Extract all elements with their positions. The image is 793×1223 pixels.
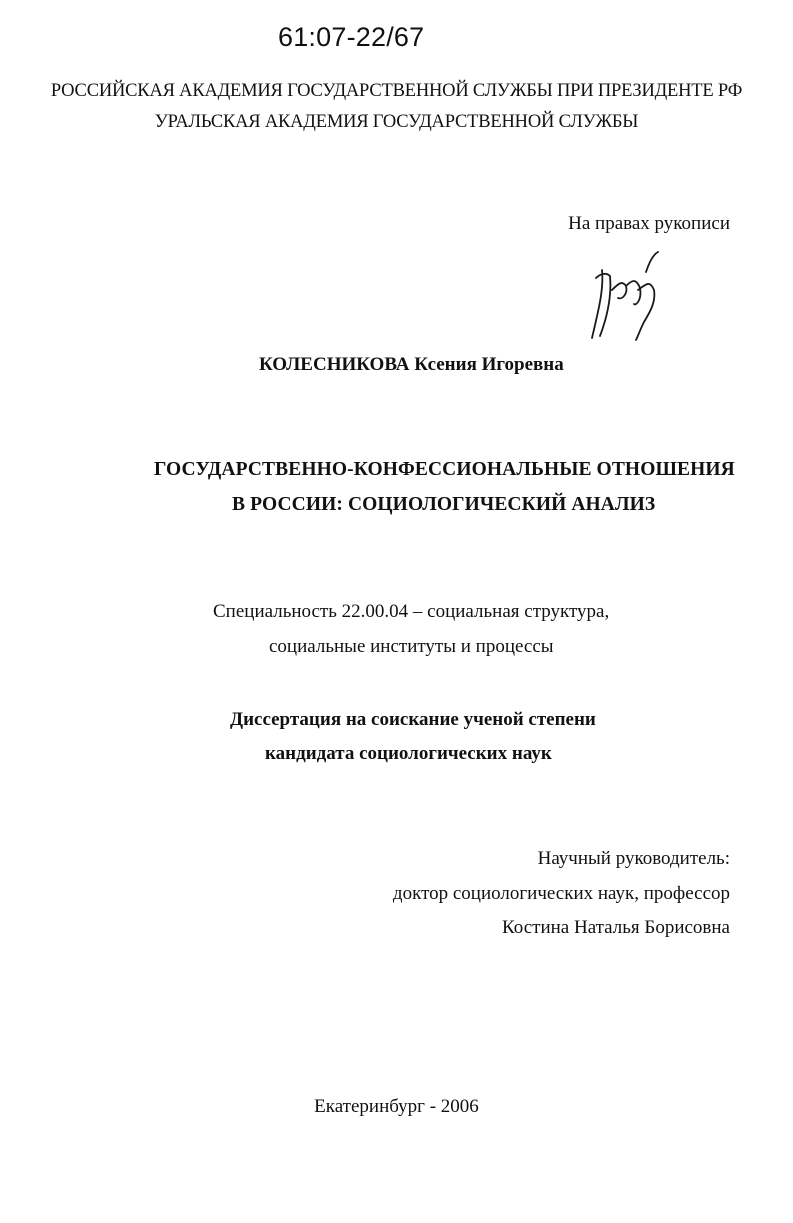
institution-line-2: УРАЛЬСКАЯ АКАДЕМИЯ ГОСУДАРСТВЕННОЙ СЛУЖБЫ bbox=[154, 112, 639, 132]
city-year: Екатеринбург - 2006 bbox=[314, 1096, 479, 1117]
manuscript-note: На правах рукописи bbox=[568, 213, 730, 234]
title-line-1: ГОСУДАРСТВЕННО-КОНФЕССИОНАЛЬНЫЕ ОТНОШЕНИЯ bbox=[154, 459, 735, 480]
title-line-2: В РОССИИ: СОЦИОЛОГИЧЕСКИЙ АНАЛИЗ bbox=[232, 494, 656, 515]
signature-icon bbox=[588, 250, 666, 345]
dissertation-line-1: Диссертация на соискание ученой степени bbox=[230, 709, 596, 730]
author-name bbox=[259, 355, 564, 374]
author-surname: КОЛЕСНИКОВА bbox=[259, 354, 410, 375]
author-given-name: Ксения Игоревна bbox=[414, 354, 564, 375]
specialty-line-1: Специальность 22.00.04 – социальная структура, bbox=[213, 601, 610, 622]
supervisor-degree: доктор социологических наук, профессор bbox=[392, 883, 730, 904]
document-code: 61:07-22/67 bbox=[278, 22, 425, 52]
supervisor-name: Костина Наталья Борисовна bbox=[502, 917, 730, 938]
specialty-line-2: социальные институты и процессы bbox=[269, 636, 554, 657]
institution-line-1: РОССИЙСКАЯ АКАДЕМИЯ ГОСУДАРСТВЕННОЙ СЛУЖБЫ ПРИ ПРЕЗИДЕНТЕ РФ bbox=[50, 81, 743, 101]
dissertation-line-2: кандидата социологических наук bbox=[265, 743, 552, 764]
supervisor-label: Научный руководитель: bbox=[537, 848, 730, 869]
